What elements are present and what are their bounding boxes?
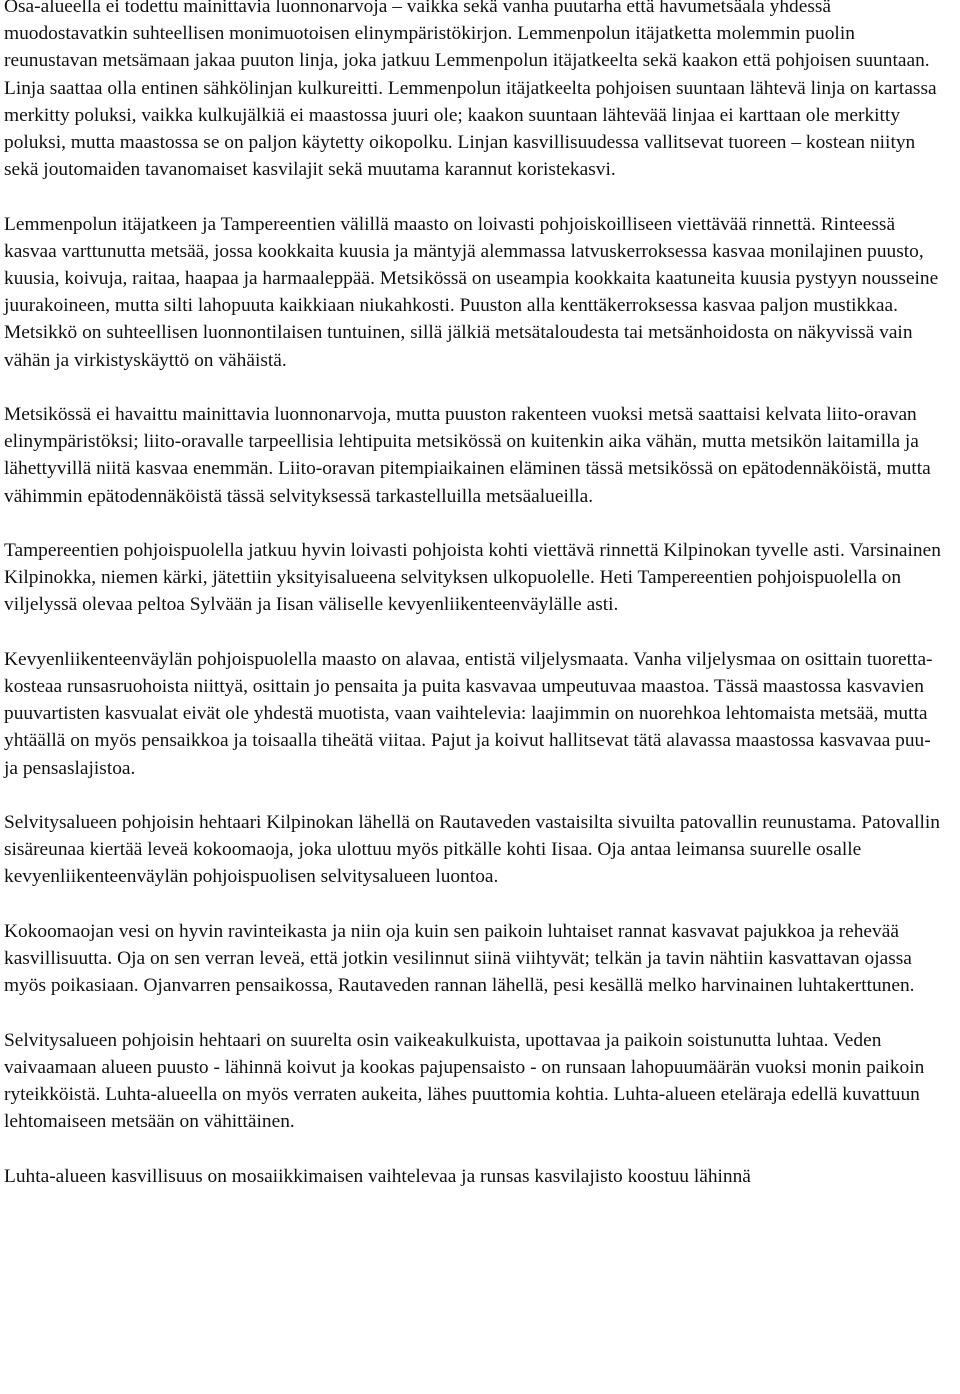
paragraph: Selvitysalueen pohjoisin hehtaari Kilpinokan lähellä on Rautaveden vastaisilta sivuilta patovallin reunustama. Patovallin sisäreunaa kiertää leveä kokoomaoja, joka ulottuu myös pitkälle kohti Iisaa. Oja antaa leimansa suurelle osalle kevyenliikenteenväylän pohjoispuolisen selvitysalueen luontoa. — [4, 812, 940, 888]
document-page — [4, 0, 948, 1190]
paragraph: Kokoomaojan vesi on hyvin ravinteikasta ja niin oja kuin sen paikoin luhtaiset rannat kasvavat pajukkoa ja rehevää kasvillisuutta. Oja on sen verran leveä, että jotkin vesilinnut siinä viihtyvät; telkän ja tavin nähtiin kasvattavan ojassa myös poikasiaan. Ojanvarren pensaikossa, Rautaveden rannan lähellä, pesi kesällä melko harvinainen luhtakerttunen. — [4, 920, 915, 997]
paragraph: Luhta-alueen kasvillisuus on mosaiikkimaisen vaihtelevaa ja runsas kasvilajisto koostuu lähinnä — [4, 1165, 751, 1187]
paragraph: Selvitysalueen pohjoisin hehtaari on suurelta osin vaikeakulkuista, upottavaa ja paikoin soistunutta luhtaa. Veden vaivaamaan alueen puusto - lähinnä koivut ja kookas pajupensaisto - on runsaan lahopuumäärän vuoksi monin paikoin ryteikköistä. Luhta-alueella on myös verraten aukeita, lähes puuttomia kohtia. Luhta-alueen eteläraja edellä kuvattuun lehtomaiseen metsään on vähittäinen. — [4, 1029, 925, 1133]
paragraph: Kevyenliikenteenväylän pohjoispuolella maasto on alavaa, entistä viljelysmaata. Vanha viljelysmaa on osittain tuoretta-kosteaa runsasruohoista niittyä, osittain jo pensaita ja puita kasvavaa umpeutuvaa maastoa. Tässä maastossa kasvavien puuvartisten kasvualat eivät ole yhdestä muotista, vaan vaihtelevia: laajimmin on nuorehkoa lehtomaista metsää, mutta yhtäällä on myös pensaikkoa ja toisaalla tiheätä viitaa. Pajut ja koivut hallitsevat tätä alavassa maastossa kasvavaa puu- ja pensaslajistoa. — [4, 648, 933, 779]
paragraph: Osa-alueella ei todettu mainittavia luonnonarvoja – vaikka sekä vanha puutarha että havumetsäala yhdessä muodostavatkin suhteellisen monimuotoisen elinympäristökirjon. Lemmenpolun itäjatketta molemmin puolin reunustavan metsämaan jakaa puuton linja, joka jatkuu Lemmenpolun itäjatkeelta sekä kaakon että pohjoisen suuntaan. Linja saattaa olla entinen sähkölinjan kulkureitti. Lemmenpolun itäjatkeelta pohjoisen suuntaan lähtevä linja on kartassa merkitty poluksi, vaikka kulkujälkiä ei maastossa juuri ole; kaakon suuntaan lähtevää linjaa ei karttaan ole merkitty poluksi, mutta maastossa se on paljon käytetty oikopolku. Linjan kasvillisuudessa vallitsevat tuoreen – kostean niityn sekä joutomaiden tavanomaiset kasvilajit sekä muutama karannut koristekasvi. — [4, 0, 937, 181]
paragraph: Metsikössä ei havaittu mainittavia luonnonarvoja, mutta puuston rakenteen vuoksi metsä saattaisi kelvata liito-oravan elinympäristöksi; liito-oravalle tarpeellisia lehtipuita metsikössä on kuitenkin aika vähän, mutta metsikön laitamilla ja lähettyvillä niitä kasvaa enemmän. Liito-oravan pitempiaikainen eläminen tässä metsikössä on epätodennäköistä, mutta vähimmin epätodennäköistä tässä selvityksessä tarkastelluilla metsäalueilla. — [4, 404, 931, 507]
paragraph: Lemmenpolun itäjatkeen ja Tampereentien välillä maasto on loivasti pohjoiskoilliseen viettävää rinnettä. Rinteessä kasvaa varttunutta metsää, jossa kookkaita kuusia ja mäntyjä alemmassa latvuskerroksessa kasvaa monilajinen puusto, kuusia, koivuja, raitaa, haapaa ja harmaaleppää. Metsikössä on useampia kookkaita kaatuneita kuusia pystyyn nousseine juurakoineen, mutta silti lahopuuta kaikkiaan niukahkosti. Puuston alla kenttäkerroksessa kasvaa paljon mustikkaa. Metsikkö on suhteellisen luonnontilaisen tuntuinen, sillä jälkiä metsätaloudesta tai metsänhoidosta on näkyvissä vain vähän ja virkistyskäyttö on vähäistä. — [4, 213, 939, 371]
paragraph: Tampereentien pohjoispuolella jatkuu hyvin loivasti pohjoista kohti viettävä rinnettä Kilpinokan tyvelle asti. Varsinainen Kilpinokka, niemen kärki, jätettiin yksityisalueena selvityksen ulkopuolelle. Heti Tampereentien pohjoispuolella on viljelyssä olevaa peltoa Sylvään ja Iisan väliselle kevyenliikenteenväylälle asti. — [4, 540, 941, 616]
